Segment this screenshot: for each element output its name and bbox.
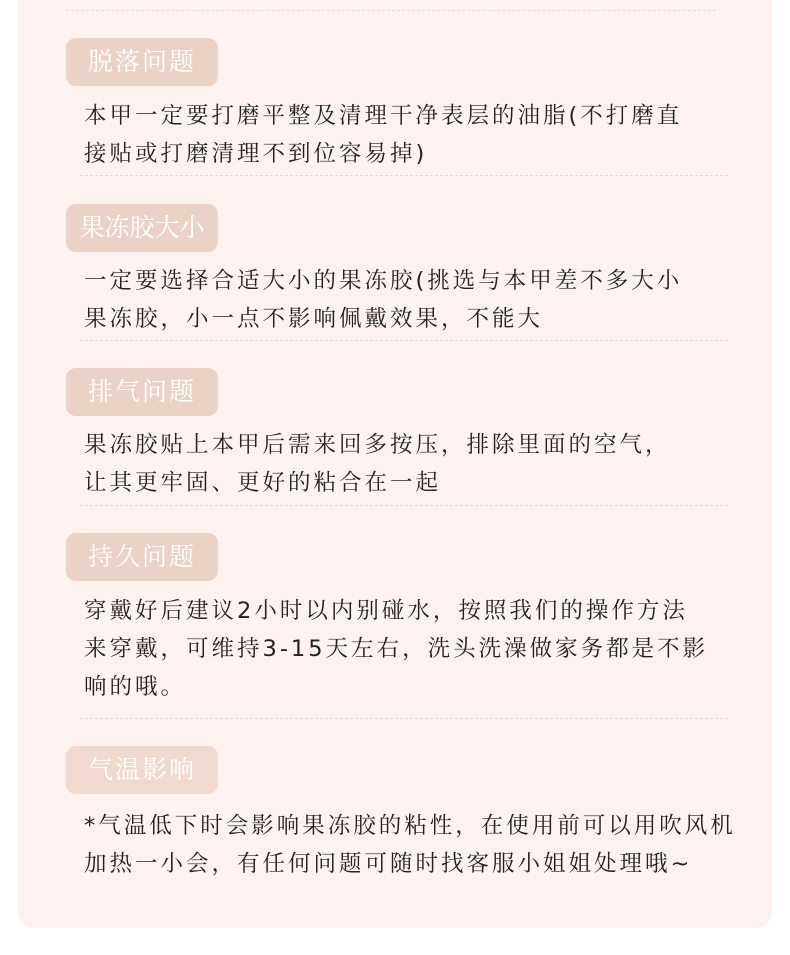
section-title-durability: 持久问题: [66, 533, 218, 581]
section-body-durability: [84, 592, 724, 706]
divider: [66, 10, 716, 11]
body-line: 果冻胶，小一点不影响佩戴效果，不能大: [84, 306, 544, 332]
body-line: 一定要选择合适大小的果冻胶(挑选与本甲差不多大小: [84, 268, 683, 294]
section-title-air: 排气问题: [66, 368, 218, 416]
section-body-gel-size: [84, 262, 724, 338]
section-body-detach: [84, 97, 724, 173]
body-line: 响的哦。: [84, 674, 187, 700]
divider: [80, 175, 728, 176]
section-title-temperature: 气温影响: [66, 746, 218, 794]
body-line: 接贴或打磨清理不到位容易掉): [84, 141, 428, 167]
body-line: 本甲一定要打磨平整及清理干净表层的油脂(不打磨直: [84, 103, 683, 129]
body-line: 加热一小会，有任何问题可随时找客服小姐姐处理哦~: [84, 851, 693, 877]
divider: [80, 718, 728, 719]
section-body-temperature: [84, 807, 736, 883]
section-title-detach: 脱落问题: [66, 38, 218, 86]
body-line: 穿戴好后建议2小时以内别碰水，按照我们的操作方法: [84, 598, 688, 624]
body-line: 来穿戴，可维持3-15天左右，洗头洗澡做家务都是不影: [84, 636, 709, 662]
body-line: 果冻胶贴上本甲后需来回多按压，排除里面的空气，: [84, 432, 671, 458]
body-line: 让其更牢固、更好的粘合在一起: [84, 470, 442, 496]
section-body-air: [84, 426, 724, 502]
divider: [80, 505, 728, 506]
section-title-gel-size: 果冻胶大小: [66, 204, 218, 252]
body-line: *气温低下时会影响果冻胶的粘性，在使用前可以用吹风机: [84, 813, 736, 839]
divider: [80, 340, 728, 341]
